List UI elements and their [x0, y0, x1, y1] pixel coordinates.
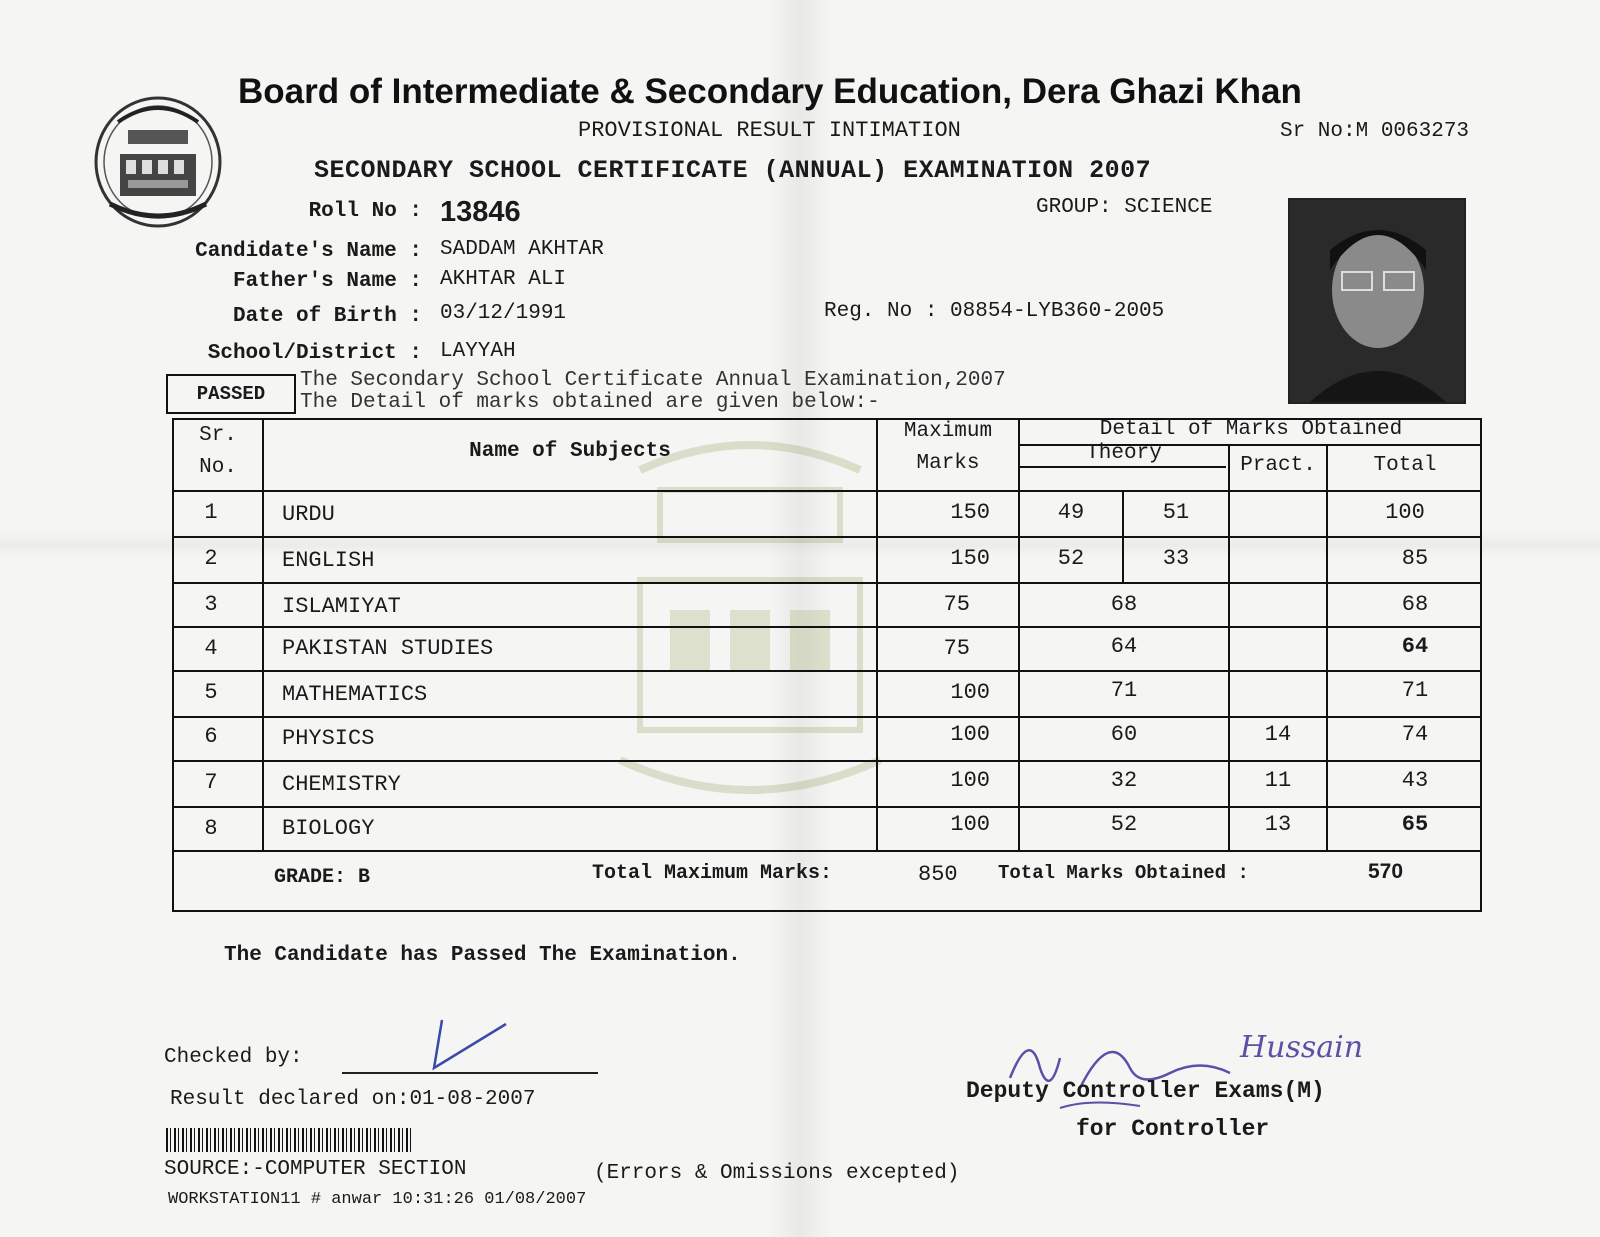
result-line-1: The Secondary School Certificate Annual Examination,2007: [300, 369, 1006, 392]
marks-table: [172, 418, 1482, 912]
barcode-icon: [166, 1128, 412, 1152]
header-detail: Detail of Marks Obtained: [1099, 418, 1403, 441]
result-declared-date: Result declared on:01-08-2007: [170, 1088, 536, 1111]
row-total: 85: [1401, 546, 1429, 571]
header-no: No.: [199, 456, 237, 479]
row-max: 100: [950, 812, 990, 837]
row-max: 75: [943, 636, 970, 661]
grade-value: GRADE: B: [274, 866, 371, 889]
row-sr: 6: [204, 724, 218, 749]
row-sr: 7: [204, 770, 218, 795]
result-intimation-title: PROVISIONAL RESULT INTIMATION: [578, 118, 961, 143]
header-max-2: Marks: [916, 452, 980, 475]
row-total: 71: [1401, 678, 1429, 703]
workstation-info: WORKSTATION11 # anwar 10:31:26 01/08/2007: [168, 1190, 587, 1209]
row-sr: 2: [204, 546, 218, 571]
row-subject: ISLAMIYAT: [282, 594, 401, 619]
row-pract: 14: [1264, 722, 1292, 747]
row-subject: URDU: [282, 502, 335, 527]
total-max-value: 850: [918, 862, 958, 887]
dob-value: 03/12/1991: [440, 302, 567, 325]
total-obtained-label: Total Marks Obtained :: [998, 862, 1249, 884]
roll-no-value: 13846: [440, 196, 521, 228]
row-max: 150: [950, 546, 990, 571]
row-theory: 32: [1110, 768, 1138, 793]
registration-number: Reg. No : 08854-LYB360-2005: [824, 300, 1165, 323]
school-value: LAYYAH: [440, 340, 516, 363]
serial-number: Sr No:M 0063273: [1280, 120, 1470, 143]
row-sr: 8: [204, 816, 218, 841]
row-theory-1: 49: [1057, 500, 1085, 525]
check-mark-icon: [420, 1018, 510, 1076]
header-subjects: Name of Subjects: [469, 440, 671, 463]
row-sr: 1: [204, 500, 218, 525]
header-max-1: Maximum: [903, 420, 993, 443]
row-max: 75: [943, 592, 970, 617]
father-name-label: Father's Name :: [232, 270, 422, 293]
row-sr: 3: [204, 592, 218, 617]
source-label: SOURCE:-COMPUTER SECTION: [164, 1158, 467, 1181]
candidate-name-value: SADDAM AKHTAR: [440, 238, 604, 261]
row-total: 43: [1401, 768, 1429, 793]
row-subject: BIOLOGY: [282, 816, 375, 841]
for-controller-title: for Controller: [1076, 1116, 1270, 1142]
father-name-value: AKHTAR ALI: [440, 268, 567, 291]
total-max-label: Total Maximum Marks:: [592, 862, 833, 885]
row-theory: 68: [1110, 592, 1138, 617]
row-theory-2: 51: [1162, 500, 1190, 525]
dob-label: Date of Birth :: [232, 305, 422, 328]
row-theory: 71: [1110, 678, 1138, 703]
row-theory-2: 33: [1162, 546, 1190, 571]
passed-status-badge: PASSED: [166, 374, 296, 414]
row-theory-1: 52: [1057, 546, 1085, 571]
errors-note: (Errors & Omissions excepted): [594, 1162, 960, 1185]
row-theory: 64: [1110, 634, 1138, 659]
group-value: GROUP: SCIENCE: [1036, 196, 1213, 219]
result-line-2: The Detail of marks obtained are given below:-: [300, 391, 880, 414]
row-max: 150: [950, 500, 990, 525]
row-max: 100: [950, 680, 990, 705]
roll-no-label: Roll No :: [308, 200, 422, 223]
header-theory: Theory: [1086, 442, 1162, 465]
header-pract: Pract.: [1240, 454, 1316, 477]
row-total: 64: [1401, 634, 1429, 659]
row-theory: 60: [1110, 722, 1138, 747]
candidate-photo: [1288, 198, 1466, 404]
row-total: 68: [1401, 592, 1429, 617]
exam-title: SECONDARY SCHOOL CERTIFICATE (ANNUAL) EXAMINATION 2007: [314, 156, 1152, 185]
row-theory: 52: [1110, 812, 1138, 837]
row-total: 65: [1401, 812, 1429, 837]
header-sr: Sr.: [199, 424, 237, 447]
row-pract: 11: [1264, 768, 1292, 793]
row-subject: PAKISTAN STUDIES: [282, 636, 494, 661]
row-pract: 13: [1264, 812, 1292, 837]
row-total: 74: [1401, 722, 1429, 747]
row-sr: 4: [204, 636, 218, 661]
row-subject: CHEMISTRY: [282, 772, 401, 797]
row-total: 100: [1385, 500, 1425, 525]
deputy-controller-title: Deputy Controller Exams(M): [966, 1078, 1325, 1104]
signature-name: Hussain: [1240, 1030, 1364, 1065]
header-total: Total: [1373, 454, 1437, 477]
total-obtained-value: 570: [1368, 860, 1404, 883]
row-max: 100: [950, 722, 990, 747]
checked-by-label: Checked by:: [164, 1046, 303, 1069]
school-label: School/District :: [207, 342, 422, 365]
board-title: Board of Intermediate & Secondary Education, Dera Ghazi Khan: [238, 72, 1302, 111]
row-sr: 5: [204, 680, 218, 705]
row-subject: ENGLISH: [282, 548, 375, 573]
passed-statement: The Candidate has Passed The Examination.: [224, 944, 741, 967]
row-subject: PHYSICS: [282, 726, 375, 751]
candidate-name-label: Candidate's Name :: [195, 240, 422, 263]
row-max: 100: [950, 768, 990, 793]
row-subject: MATHEMATICS: [282, 682, 428, 707]
